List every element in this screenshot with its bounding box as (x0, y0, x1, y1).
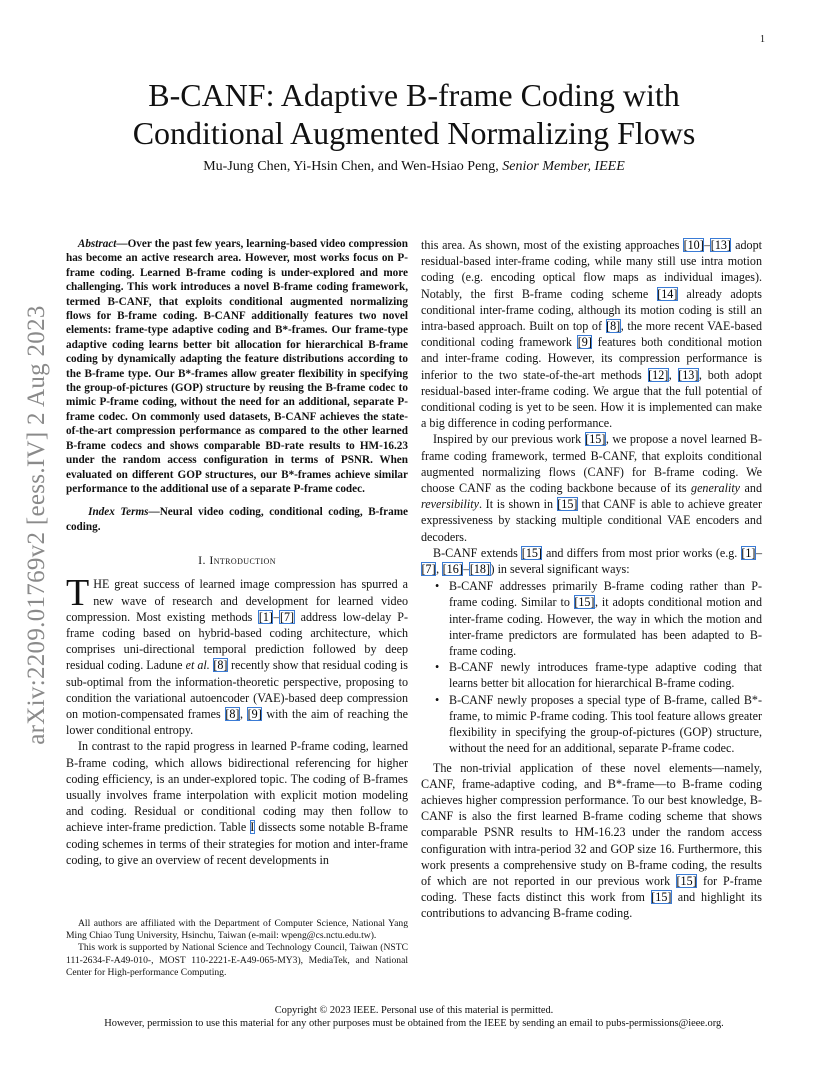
citation-link[interactable]: [12] (648, 367, 669, 382)
citation-link[interactable]: [9] (247, 706, 262, 721)
citation-link[interactable]: [15] (585, 432, 606, 447)
citation-link[interactable]: [7] (279, 609, 295, 624)
author-membership: Senior Member, IEEE (502, 159, 625, 174)
citation-link[interactable]: [8] (606, 319, 621, 334)
citation-link[interactable]: [10] (683, 238, 704, 252)
citation-link[interactable]: [14] (657, 286, 678, 301)
section-title: Introduction (209, 553, 276, 568)
copyright-line-1: Copyright © 2023 IEEE. Personal use of this material is permitted. (274, 1005, 554, 1016)
citation-link[interactable]: [9] (577, 335, 592, 350)
author-list (70, 159, 758, 175)
author-names: Mu-Jung Chen, Yi-Hsin Chen, and Wen-Hsiao Peng, (203, 159, 499, 174)
abstract-label: Abstract (77, 238, 117, 250)
footnote-affiliation: All authors are affiliated with the Department of Computer Science, National Yang Ming Chiao Tung University, Hsinchu, Taiwan (e-mail: wpeng@cs.nctu.edu.tw). (66, 918, 408, 942)
citation-link[interactable]: [15] (521, 545, 542, 560)
drop-cap: T (66, 572, 90, 615)
citation-link[interactable]: [15] (557, 497, 578, 512)
citation-link[interactable]: [8] (225, 706, 240, 721)
paper-title (70, 76, 758, 152)
title-line-2: Conditional Augmented Normalizing Flows (132, 115, 696, 151)
list-item: • B-CANF newly introduces frame-type adaptive coding that learns better bit allocation for hierarchical B-frame coding. (435, 659, 762, 691)
left-column (66, 237, 408, 868)
abstract (66, 237, 408, 496)
copyright-notice (0, 1004, 828, 1030)
intro-paragraph-2: In contrast to the rapid progress in learned P-frame coding, learned B-frame coding, which allows bidirectional referencing for higher coding efficiency, is an under-explored topic. The coding of B-frames usually involves frame interpolation with explicit motion modeling and coding. Residual or conditional coding may then follow to achieve inter-frame prediction. Table I dissects some notable B-frame coding schemes in terms of their strategies for motion and inter-frame coding, to give an overview of recent developments in (66, 739, 408, 867)
right-paragraph-2: Inspired by our previous work [15], we propose a novel learned B-frame coding framework, termed B-CANF, that exploits conditional augmented normalizing flows (CANF) for B-frame coding. We choose CANF as the coding backbone because of its generality and reversibility. It is shown in [15] that CANF is able to achieve greater expressiveness by stacking multiple conditional VAE encoders and decoders. (421, 432, 762, 544)
citation-link[interactable]: [15] (676, 873, 697, 888)
citation-link[interactable]: [1] (258, 609, 273, 624)
list-item: • B-CANF addresses primarily B-frame coding rather than P-frame coding. Similar to [15], it adopts conditional motion and inter-frame coding. However, the way in which the motion and inter-frame predictors are formulated has been adapted to B-frame coding. (435, 578, 762, 659)
copyright-line-2: However, permission to use this material for any other purposes must be obtained from the IEEE by sending an email to pubs-permissions@ieee.org. (104, 1018, 724, 1029)
citation-link[interactable]: [7] (421, 562, 436, 577)
right-column (421, 237, 762, 922)
citation-link[interactable]: [16] (442, 562, 463, 577)
section-heading-introduction (66, 552, 408, 568)
citation-link[interactable]: [13] (678, 367, 699, 382)
citation-link[interactable]: [8] (213, 658, 228, 673)
list-item: • B-CANF newly proposes a special type of B-frame, called B*-frame, to mimic P-frame coding. This tool feature allows greater flexibility in specifying the group-of-pictures (GOP) structure, without the need for an additional, separate P-frame codec. (435, 692, 762, 757)
page-number: 1 (760, 34, 765, 45)
citation-link[interactable]: [18] (469, 562, 491, 577)
contribution-list (421, 578, 762, 756)
footnotes (66, 918, 408, 979)
intro-paragraph-1: THE great success of learned image compression has spurred a new wave of research and development for learned video compression. Most existing methods [1]–[7] address low-delay P-frame coding based on hybrid-based coding architecture, which comprises uni-directional temporal prediction followed by deep residual coding. Ladune et al. [8] recently show that residual coding is sub-optimal from the information-theoretic perspective, proposing to condition the variational autoencoder (VAE)-based deep compression on motion-compensated frames [8], [9] with the aim of reaching the lower conditional entropy. (66, 572, 409, 738)
right-paragraph-4: The non-trivial application of these novel elements—namely, CANF, frame-adaptive coding, and B*-frame—to B-frame coding achieves higher compression performance. To our best knowledge, B-CANF is also the first learned B-frame coding scheme that shows comparable PSNR results to HM-16.23 under the random access configuration with intra-period 32 and GOP size 16. Furthermore, this work presents a comprehensive study on B-frame coding, the results of which are not reported in our previous work [15] for P-frame coding. These facts distinct this work from [15] and highlight its contributions to advancing B-frame coding. (421, 760, 762, 921)
right-paragraph-1: this area. As shown, most of the existing approaches [10]–[13] adopt residual-based inter-frame coding, while many still use intra motion coding (e.g. encoding optical flow maps as individual images). Notably, the first B-frame coding scheme [14] already adopts conditional inter-frame coding, although its motion coding is still an intra-based approach. Built on top of [8], the more recent VAE-based conditional coding framework [9] features both conditional motion and inter-frame coding. However, its compression performance is inferior to the two state-of-the-art methods [12], [13], both adopt residual-based inter-frame coding. We argue that the full potential of conditional coding is yet to be seen. How it is implemented can make a big difference in coding performance. (421, 238, 762, 431)
citation-link[interactable]: [13] (710, 238, 731, 252)
arxiv-stamp: arXiv:2209.01769v2 [eess.IV] 2 Aug 2023 (23, 305, 50, 745)
index-terms-text: —Neural video coding, conditional coding, B-frame coding. (66, 506, 408, 533)
abstract-text: —Over the past few years, learning-based video compression has become an active research area. However, most works focus on P-frame coding. Learned B-frame coding is under-explored and more challenging. This work introduces a novel B-frame coding framework, termed B-CANF, that exploits conditional augmented normalizing flows for B-frame coding. B-CANF additionally features two novel elements: frame-type adaptive coding and B*-frames. Our frame-type adaptive coding learns better bit allocation for hierarchical B-frame coding by dynamically adapting the feature distributions according to the B-frame type. Our B*-frames allow greater flexibility in specifying the group-of-pictures (GOP) structure by reusing the B-frame codec to mimic P-frame coding, without the need for an additional, separate P-frame codec. On commonly used datasets, B-CANF achieves the state-of-the-art compression performance as compared to the other learned B-frame codecs and shows comparable BD-rate results to HM-16.23 under the random access configuration in terms of PSNR. When evaluated on different GOP structures, our B*-frames achieve similar performance to the additional use of a separate P-frame codec. (66, 238, 409, 495)
index-terms-label: Index Terms (88, 506, 149, 519)
citation-link[interactable]: [1] (741, 545, 756, 560)
title-line-1: B-CANF: Adaptive B-frame Coding with (148, 77, 680, 113)
citation-link[interactable]: [15] (651, 890, 672, 905)
right-paragraph-3: B-CANF extends [15] and differs from most prior works (e.g. [1]–[7], [16]–[18]) in several significant ways: (421, 545, 762, 577)
index-terms (66, 505, 408, 534)
table-link[interactable]: I (250, 820, 255, 835)
citation-link[interactable]: [15] (574, 595, 595, 610)
section-number: I. (198, 553, 206, 568)
footnote-support: This work is supported by National Science and Technology Council, Taiwan (NSTC 111-2634-F-A49-010-, MOST 110-2221-E-A49-065-MY3), MediaTek, and National Center for High-performance Computing. (66, 942, 408, 978)
